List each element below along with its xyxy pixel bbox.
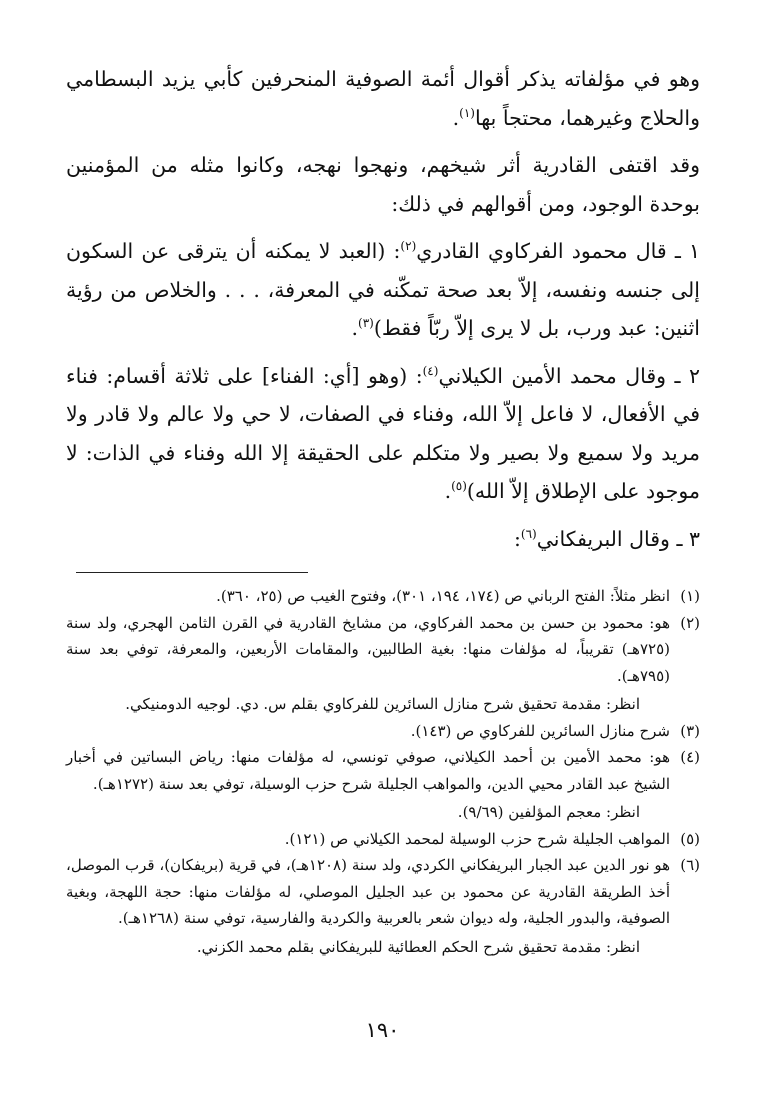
quote-end: .: [351, 316, 358, 340]
quote-text: : (وهو [أي: الفناء] على ثلاثة أقسام: فناء في الأفعال، لا فاعل إلاّ الله، وفناء في الصفات، لا حي ولا عالم ولا قادر ولا مريد ولا سميع ولا بصير ولا متكلم على الحقيقة إلا الله وفناء في الذات: لا موجود على الإطلاق إلاّ الله): [66, 363, 700, 503]
footnote-number: (١): [680, 587, 700, 605]
footnote-number: (٣): [680, 721, 700, 740]
quote-end: :: [513, 526, 521, 551]
page-number: ١٩٠: [365, 1018, 400, 1042]
quote-intro: ١ ـ قال محمود الفركاوي القادري: [416, 239, 700, 263]
footnote-6: [66, 852, 700, 960]
footnote-ref-1: (١): [459, 105, 475, 120]
footnote-4: [66, 744, 700, 826]
footnote-text: انظر مثلاً: الفتح الرباني ص (١٧٤، ١٩٤، ٣٠١)، وفتوح الغيب ص (٢٥، ٣٦٠).: [216, 587, 670, 605]
quote-2: [66, 357, 700, 511]
main-text: [66, 60, 700, 558]
paragraph-text: وهو في مؤلفاته يذكر أقوال أئمة الصوفية المنحرفين كأبي يزيد البسطامي والحلاج وغيرهما، محتجاً بها: [66, 67, 700, 130]
footnote-number: (٤): [680, 748, 700, 766]
footnote-number: (٢): [680, 613, 700, 632]
footnote-number: (٦): [680, 856, 700, 874]
paragraph-text-end: .: [452, 105, 460, 130]
footnote-ref-4: (٤): [422, 363, 439, 378]
paragraph-text: وقد اقتفى القادرية أثر شيخهم، ونهجوا نهجه، وكانوا مثله من المؤمنين بوحدة الوجود، ومن أقوالهم في ذلك:: [66, 153, 700, 216]
footnote-ref-5: (٥): [451, 479, 467, 494]
quote-intro: ٣ ـ وقال البريفكاني: [536, 526, 700, 551]
footnote-source: انظر: مقدمة تحقيق شرح الحكم العطائية للبريفكاني بقلم محمد الكزني.: [196, 937, 640, 956]
footnote-text: هو نور الدين عبد الجبار البريفكاني الكردي، ولد سنة (١٢٠٨هـ)، في قرية (بريفكان)، قرب الموصل، أخذ الطريقة القادرية عن محمود بن عبد الجليل الموصلي، له مؤلفات منها: حجة اللهجة، وبغية الصوفية، والبدور الجلية، وله ديوان شعر بالعربية والكردية والفارسية، توفي سنة (١٢٦٨هـ).: [66, 856, 671, 927]
footnote-5: [66, 826, 700, 853]
quote-text: : (العبد لا يمكنه أن يترقى عن السكون إلى جنسه ونفسه، إلاّ بعد صحة تمكّنه في المعرفة، . . . والخلاص من رؤية اثنين: عبد ورب، بل لا يرى إلاّ ربّاً فقط): [66, 239, 700, 340]
quote-3: [66, 520, 700, 559]
footnote-1: [66, 583, 700, 610]
footnote-source: انظر: مقدمة تحقيق شرح منازل السائرين للفركاوي بقلم س. دي. لوجيه الدومنيكي.: [125, 695, 640, 713]
footnote-ref-6: (٦): [520, 526, 537, 541]
footnote-2: [66, 610, 700, 718]
paragraph-1: [66, 60, 700, 137]
page-body: [66, 60, 700, 960]
footnote-ref-3: (٣): [358, 316, 374, 331]
quote-1: [66, 232, 700, 348]
footnote-text: شرح منازل السائرين للفركاوي ص (١٤٣).: [410, 721, 670, 740]
footnotes: [66, 583, 700, 960]
footnote-text: هو: محمود بن حسن بن محمد الفركاوي، من مشايخ القادرية في القرن الثامن الهجري، ولد سنة (٧٢٥هـ) تقريباً، له مؤلفات منها: بغية الطالبين، والمقامات الأربعين، والمعرفة، توفي بعد سنة (٧٩٥هـ).: [66, 613, 670, 685]
footnote-text: المواهب الجليلة شرح حزب الوسيلة لمحمد الكيلاني ص (١٢١).: [284, 829, 670, 848]
footnote-source: انظر: معجم المؤلفين (٩/٦٩).: [457, 803, 640, 821]
footnote-divider: [76, 572, 308, 573]
paragraph-2: [66, 146, 700, 223]
footnote-number: (٥): [680, 829, 700, 848]
footnote-3: [66, 718, 700, 745]
quote-end: .: [444, 479, 452, 503]
footnote-text: هو: محمد الأمين بن أحمد الكيلاني، صوفي تونسي، له مؤلفات منها: رياض البساتين في أخبار الشيخ عبد القادر محيي الدين، والمواهب الجليلة شرح حزب الوسيلة، توفي بعد سنة (١٢٧٢هـ).: [66, 748, 670, 793]
quote-intro: ٢ ـ وقال محمد الأمين الكيلاني: [438, 363, 700, 388]
footnote-ref-2: (٢): [400, 239, 417, 254]
